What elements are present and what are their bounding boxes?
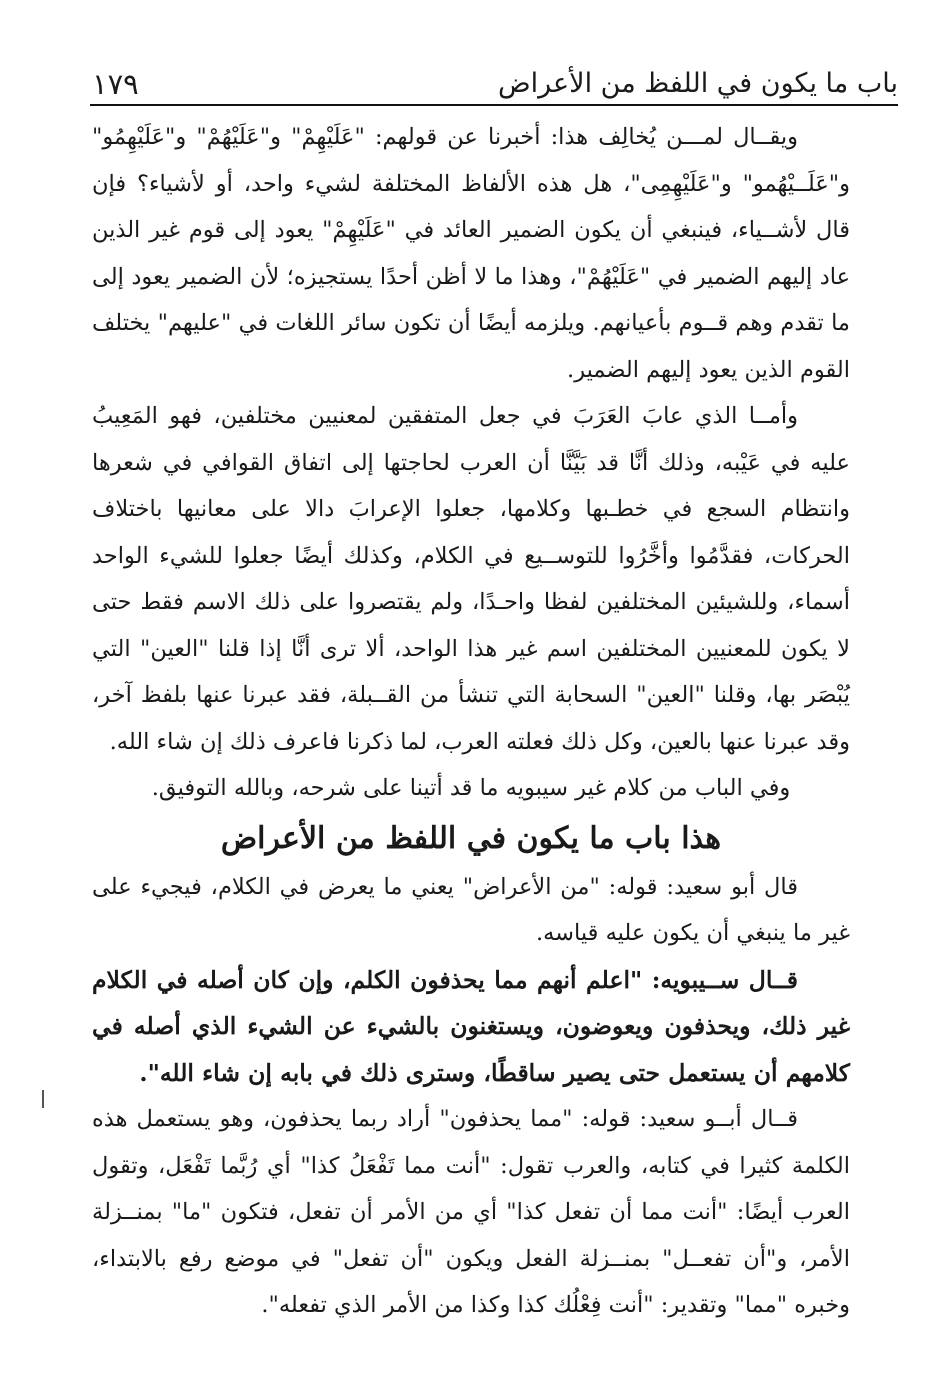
paragraph-2: وأمــا الذي عابَ العَرَبَ في جعل المتفقين لمعنيين مختلفين، فهو المَعِيبُ عليه في عَيْبه، وذلك أنَّا قد بَيَّنَّا أن العرب لحاجتها إلى اتفاق القوافي في شعرها وانتظام السجع في خطـبها وكلامها، جعلوا الإعرابَ دالا على معانيها باختلاف الحركات، فقدَّمُوا وأخَّرُوا للتوســيع في الكلام، وكذلك أيضًا جعلوا للشيء الواحد أسماء، وللشيئين المختلفين لفظا واحـدًا، ولم يقتصروا على ذلك الاسم فقط حتى لا يكون للمعنيين المختلفين اسم غير هذا الواحد، ألا ترى أنَّا إذا قلنا "العين" التي يُبْصَر بها، وقلنا "العين" السحابة التي تنشأ من القــبلة، فقد عبرنا عنها بلفظ آخر، وقد عبرنا عنها بالعين، وكل ذلك فعلته العرب، لما ذكرنا فاعرف ذلك إن شاء الله.: [92, 403, 850, 755]
paragraph-1: ويقــال لمـــن يُخالِف هذا: أخبرنا عن قولهم: "عَلَيْهِمْ" و"عَلَيْهُمْ" و"عَلَيْهِمُو" و"عَلَــيْهُمو" و"عَلَيْهِمِى"، هل هذه الألفاظ المختلفة لشيء واحد، أو لأشياء؟ فإن قال لأشــياء، فينبغي أن يكون الضمير العائد في "عَلَيْهِمْ" يعود إلى قوم غير الذين عاد إليهم الضمير في "عَلَيْهُمْ"، وهذا ما لا أظن أحدًا يستجيزه؛ لأن الضمير يعود إلى ما تقدم وهم قــوم بأعيانهم. ويلزمه أيضًا أن تكون سائر اللغات في "عليهم" يختلف القوم الذين يعود إليهم الضمير.: [92, 124, 850, 383]
running-title: باب ما يكون في اللفظ من الأعراض: [498, 68, 898, 99]
sibawayh-quote: قــال ســيبويه: "اعلم أنهم مما يحذفون الكلم، وإن كان أصله في الكلام غير ذلك، ويحذفون ويعوضون، ويستغنون بالشيء عن الشيء الذي أصله في كلامهم أن يستعمل حتى يصير ساقطًا، وسترى ذلك في بابه إن شاء الله".: [92, 965, 850, 1087]
paragraph-3: وفي الباب من كلام غير سيبويه ما قد أتينا على شرحه، وبالله التوفيق.: [151, 775, 791, 801]
margin-mark: [42, 1090, 44, 1108]
section-paragraph-3: قــال أبــو سعيد: قوله: "مما يحذفون" أراد ربما يحذفون، وهو يستعمل هذه الكلمة كثيرا في كتابه، والعرب تقول: "أنت مما تَفْعَلُ كذا" أي رُبَّما تَفْعَل، وتقول العرب أيضًا: "أنت مما أن تفعل كذا" أي من الأمر أن تفعل، فتكون "ما" بمنــزلة الأمر، و"أن تفعــل" بمنــزلة الفعل ويكون "أن تفعل" في موضع رفع بالابتداء، وخبره "مما" وتقدير: "أنت فِعْلُك كذا وكذا من الأمر الذي تفعله".: [92, 1106, 850, 1318]
page-header: [92, 58, 898, 102]
body-text: [92, 114, 850, 1329]
section-heading: هذا باب ما يكون في اللفظ من الأعراض: [220, 820, 722, 856]
section-paragraph-1: قال أبو سعيد: قوله: "من الأعراض" يعني ما يعرض في الكلام، فيجيء على غير ما ينبغي أن يكون عليه قياسه.: [92, 873, 850, 946]
header-rule: [90, 104, 898, 106]
page-number: ١٧٩: [92, 67, 139, 101]
